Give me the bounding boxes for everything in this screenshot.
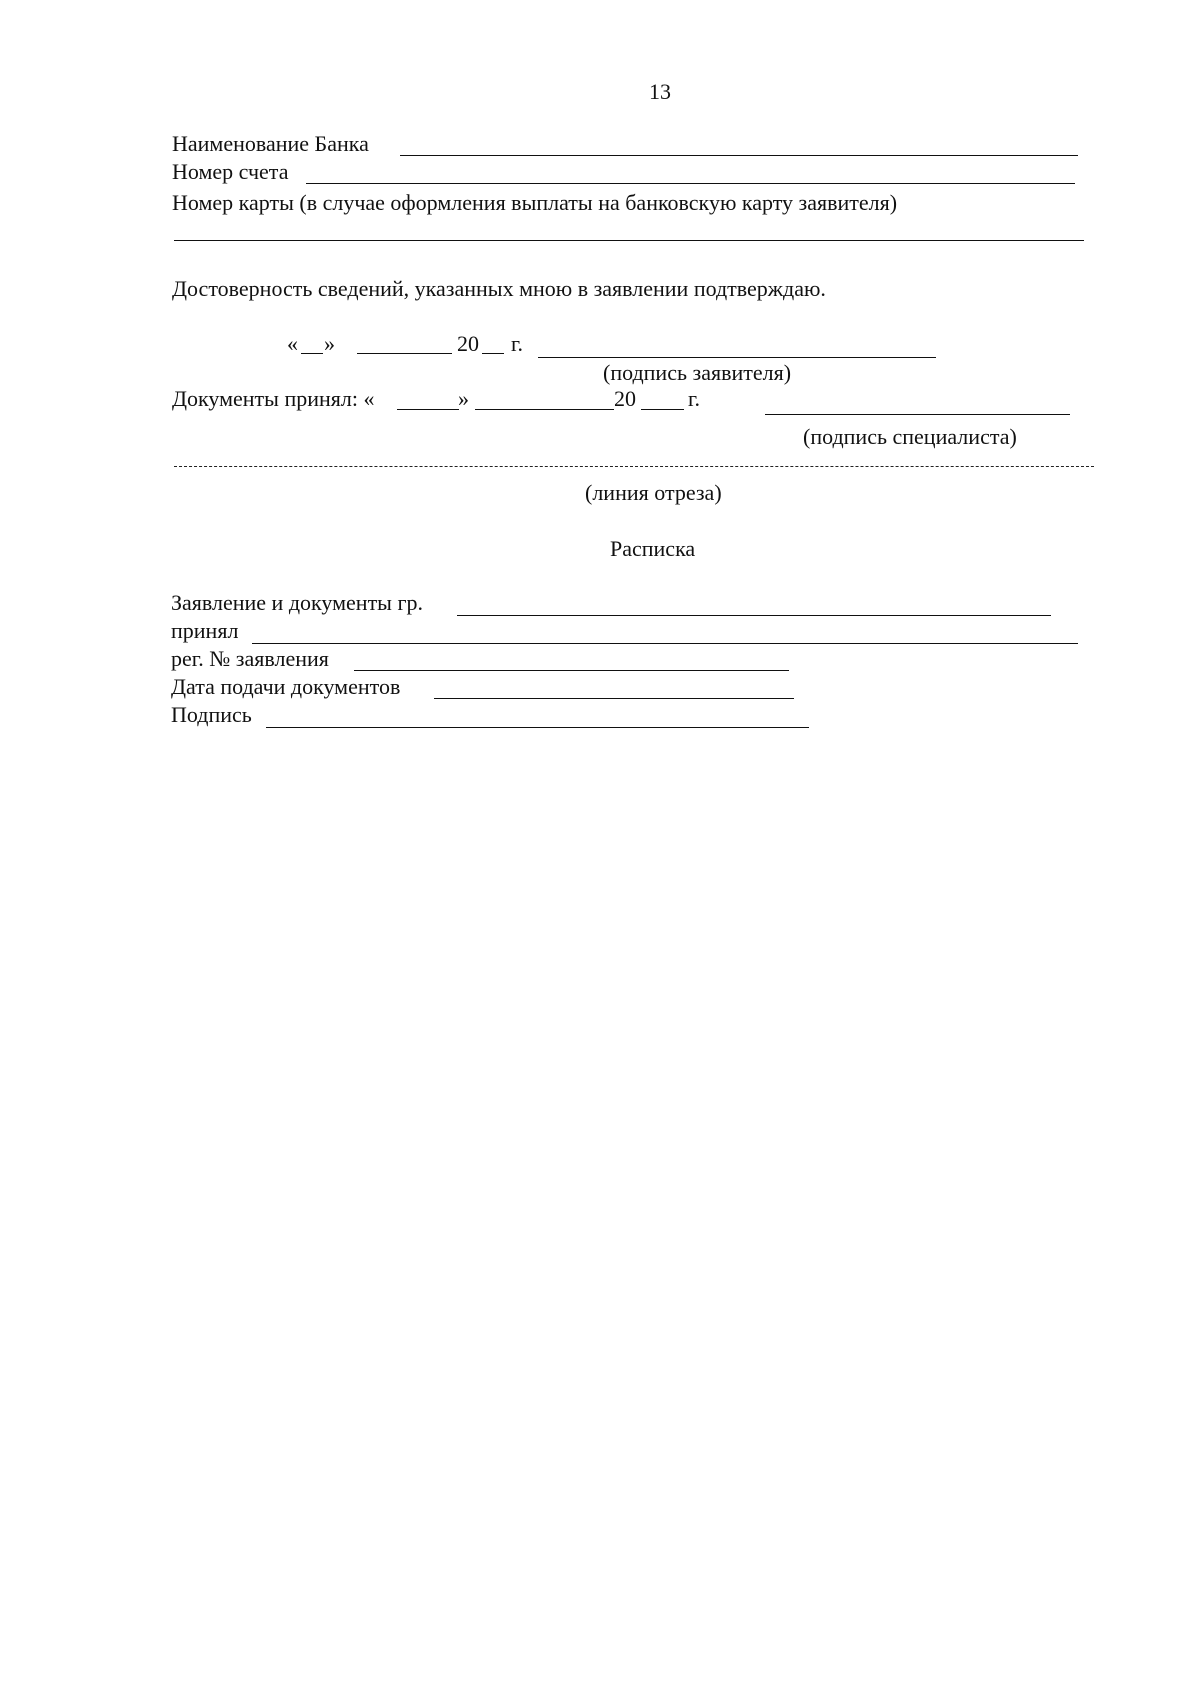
date-year-suffix: г. — [511, 331, 524, 356]
accepted-year-prefix: 20 — [614, 386, 636, 411]
page-number: 13 — [649, 79, 671, 104]
receipt-signature-field[interactable] — [266, 727, 809, 728]
submission-date-field[interactable] — [434, 698, 794, 699]
accepted-day-field[interactable] — [397, 409, 459, 410]
date-open-quote: « — [287, 331, 298, 356]
bank-name-label: Наименование Банка — [172, 131, 369, 156]
accepted-close-quote: » — [458, 386, 469, 411]
application-label: Заявление и документы гр. — [171, 590, 423, 615]
applicant-signature-field[interactable] — [538, 357, 936, 358]
cut-line-label: (линия отреза) — [585, 480, 722, 505]
accepted-year-suffix: г. — [688, 386, 701, 411]
card-number-field[interactable] — [174, 240, 1084, 241]
receipt-signature-label: Подпись — [171, 702, 252, 727]
submission-date-label: Дата подачи документов — [171, 674, 401, 699]
date-day-field[interactable] — [301, 353, 323, 354]
applicant-signature-caption: (подпись заявителя) — [603, 360, 792, 385]
date-close-quote: » — [324, 331, 335, 356]
reg-number-field[interactable] — [354, 670, 789, 671]
bank-name-field[interactable] — [400, 155, 1078, 156]
account-number-label: Номер счета — [172, 159, 289, 184]
accepted-label: Документы принял: « — [172, 386, 375, 411]
confirmation-statement: Достоверность сведений, указанных мною в заявлении подтверждаю. — [172, 276, 826, 301]
specialist-signature-field[interactable] — [765, 414, 1070, 415]
accepted-by-field[interactable] — [252, 643, 1078, 644]
receipt-title: Расписка — [610, 536, 696, 561]
accepted-month-field[interactable] — [475, 409, 614, 410]
specialist-signature-caption: (подпись специалиста) — [803, 424, 1017, 449]
accepted-by-label: принял — [171, 618, 239, 643]
date-year-field[interactable] — [482, 353, 504, 354]
card-number-label: Номер карты (в случае оформления выплаты на банковскую карту заявителя) — [172, 190, 898, 215]
cut-line — [174, 466, 1094, 467]
date-year-prefix: 20 — [457, 331, 479, 356]
date-month-field[interactable] — [357, 353, 452, 354]
applicant-name-field[interactable] — [457, 615, 1051, 616]
account-number-field[interactable] — [306, 183, 1075, 184]
accepted-year-field[interactable] — [641, 409, 684, 410]
reg-number-label: рег. № заявления — [171, 646, 329, 671]
